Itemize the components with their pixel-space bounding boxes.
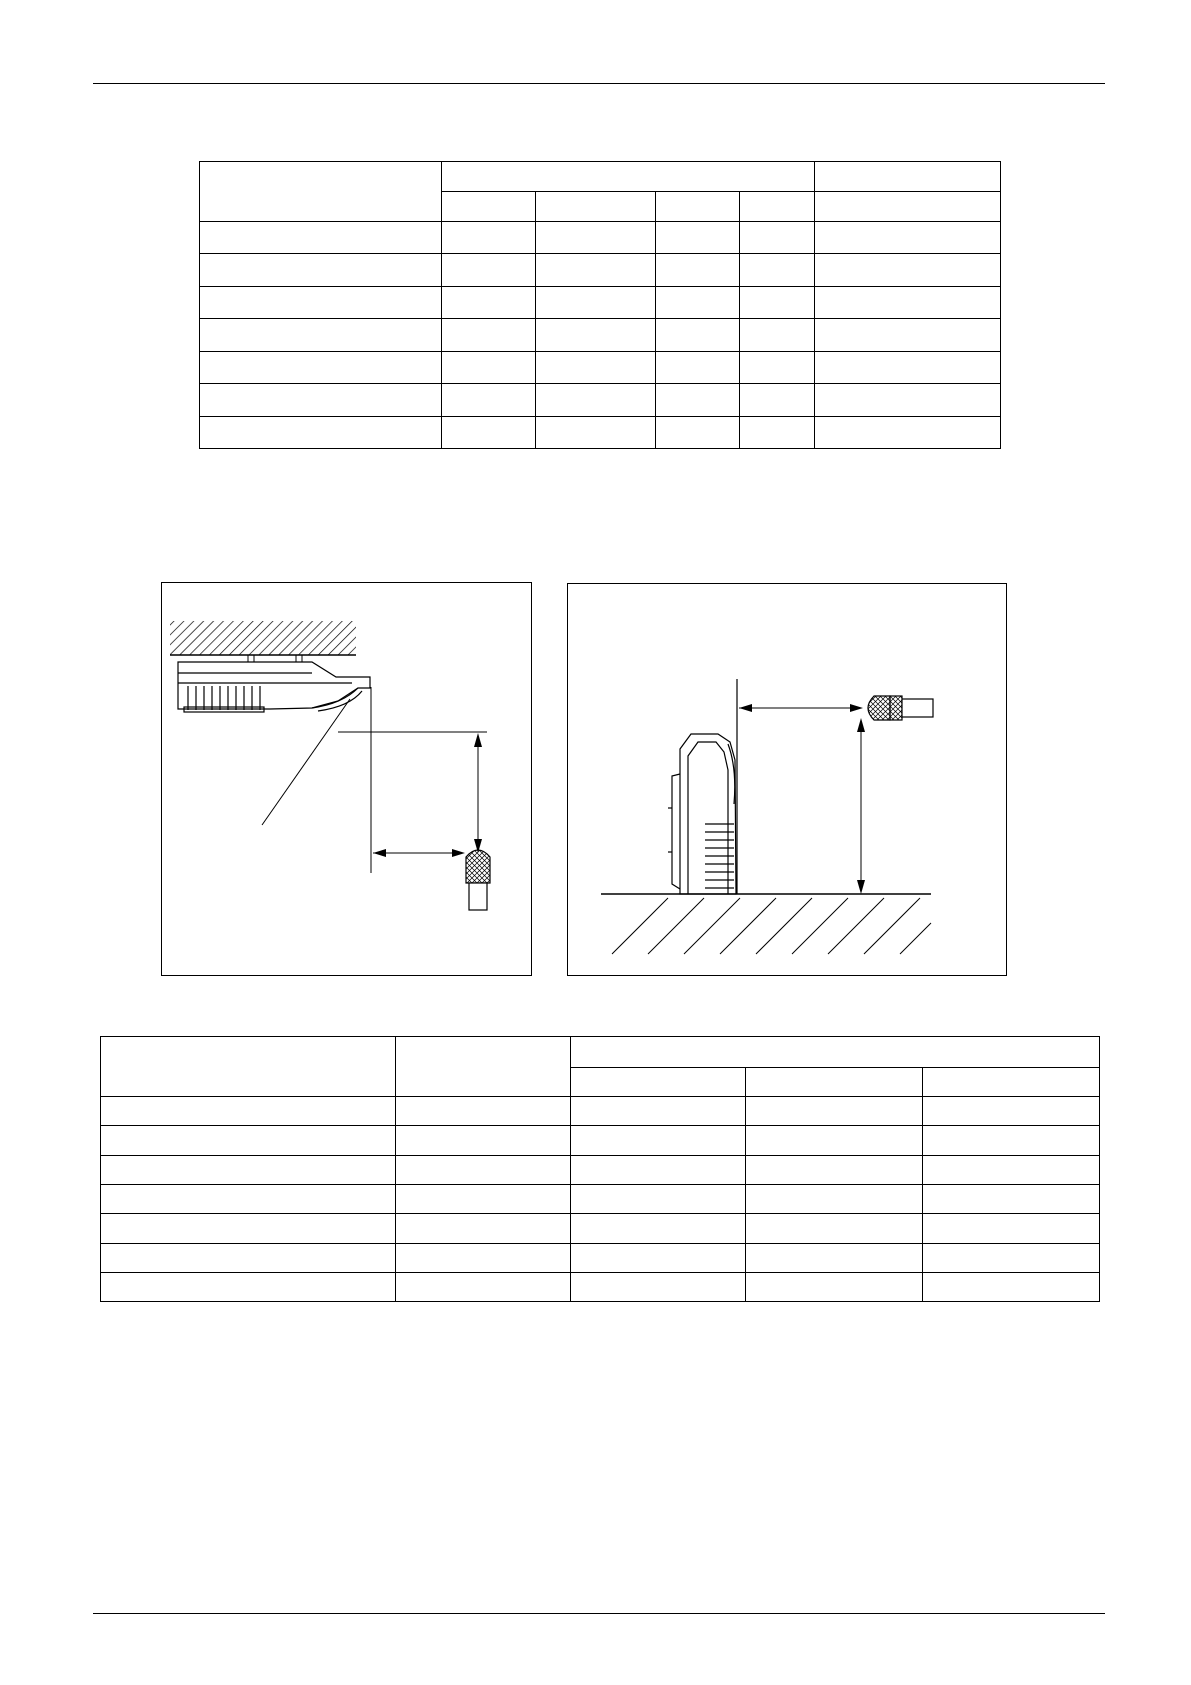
bottom-table-header-cell (396, 1037, 571, 1097)
top-table-header-cell (200, 162, 442, 222)
top-table-subheader-cell (815, 192, 1001, 222)
floor-standing-unit-drawing (568, 584, 1007, 976)
table-row (200, 384, 1001, 417)
probe-icon (466, 850, 490, 910)
floor-hatch (612, 898, 931, 954)
bottom-table (100, 1036, 1100, 1302)
table-row (101, 1097, 1100, 1126)
table-row (101, 1273, 1100, 1302)
bottom-table-subheader-cell (746, 1068, 923, 1097)
header-rule (93, 83, 1105, 84)
table-row (200, 254, 1001, 287)
table-row (101, 1244, 1100, 1273)
indoor-unit-body (668, 734, 736, 894)
indoor-unit-body (178, 662, 370, 712)
top-table-subheader-cell (740, 192, 815, 222)
leader-line (262, 699, 350, 825)
probe-icon (868, 696, 933, 720)
bottom-table-subheader-cell (923, 1068, 1100, 1097)
table-row (200, 319, 1001, 352)
table-row (101, 1156, 1100, 1185)
table-row (200, 287, 1001, 319)
table-row (200, 352, 1001, 384)
table-row (101, 1126, 1100, 1156)
bottom-table-header-cell (101, 1037, 396, 1097)
top-table-subheader-cell (656, 192, 740, 222)
top-table-subheader-cell (442, 192, 536, 222)
top-table-subheader-cell (536, 192, 656, 222)
table-row (101, 1185, 1100, 1214)
top-table-header-cell (815, 162, 1001, 192)
table-row (101, 1214, 1100, 1244)
footer-rule (93, 1613, 1105, 1614)
ceiling-mounted-unit-figure (161, 582, 532, 976)
ceiling-hatch (170, 621, 356, 655)
top-table-header-cell (442, 162, 815, 192)
bottom-table-header-cell (571, 1037, 1100, 1068)
table-row (200, 417, 1001, 449)
ceiling-mounted-unit-drawing (162, 583, 532, 976)
bottom-table-subheader-cell (571, 1068, 746, 1097)
table-row (200, 222, 1001, 254)
top-table (199, 161, 1001, 449)
floor-standing-unit-figure (567, 583, 1007, 976)
